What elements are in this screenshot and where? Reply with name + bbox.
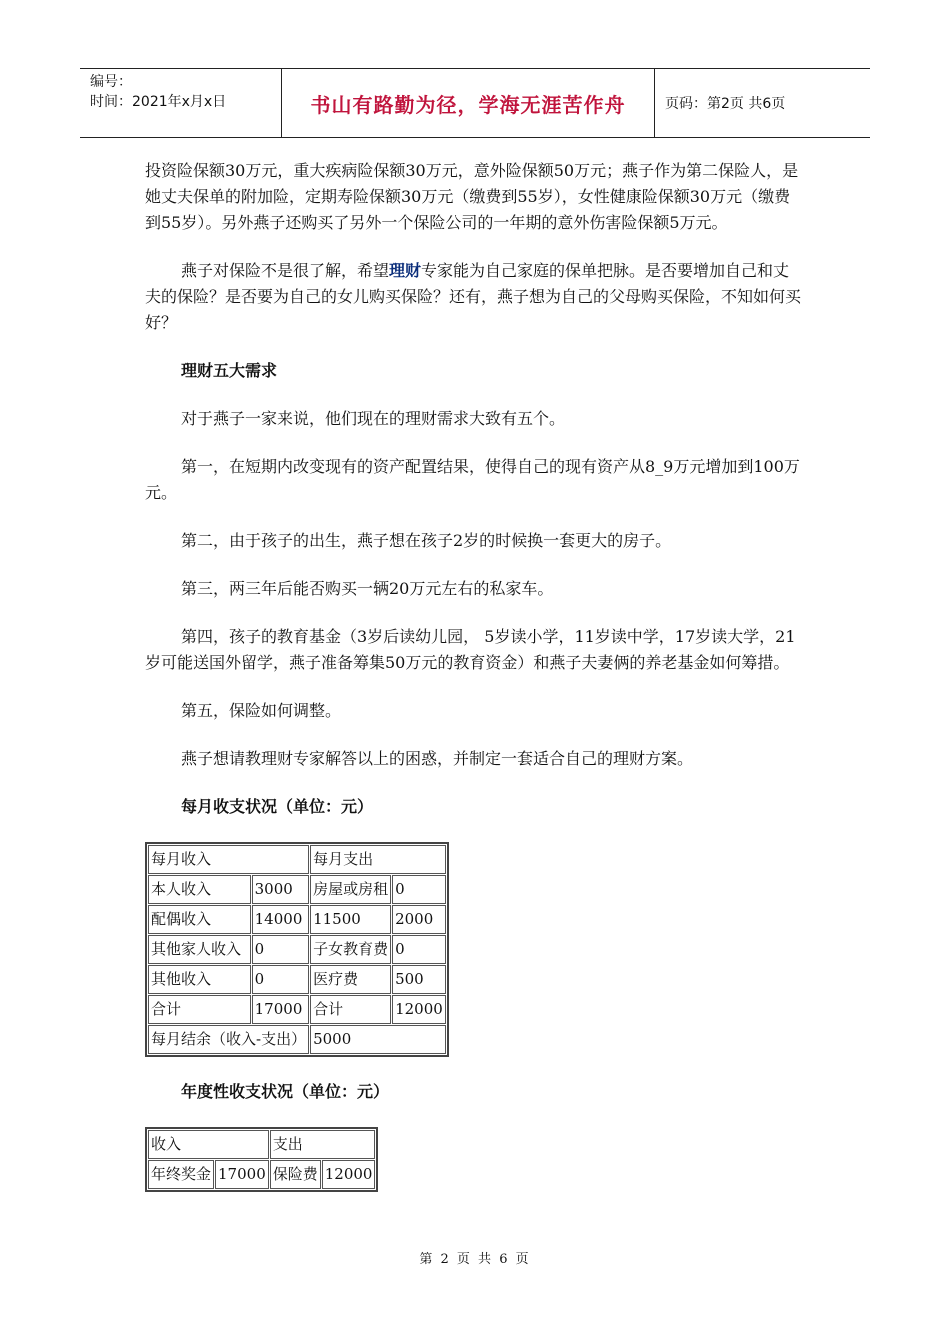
header-page-info: 页码：第2页 共6页 xyxy=(665,96,786,112)
header-meta xyxy=(80,69,282,137)
table-cell: 0 xyxy=(252,965,309,994)
table-cell: 医疗费 xyxy=(310,965,391,994)
table-cell: 保险费 xyxy=(270,1160,321,1189)
table-cell: 房屋或房租 xyxy=(310,875,391,904)
table-cell: 11500 xyxy=(310,905,391,934)
table-cell: 0 xyxy=(252,935,309,964)
paragraph-need-4: 第四，孩子的教育基金（3岁后读幼儿园， 5岁读小学，11岁读中学，17岁读大学，21岁可能送国外留学，燕子准备筹集50万元的教育资金）和燕子夫妻俩的养老基金如何筹措。 xyxy=(145,627,796,672)
paragraph-needs-intro: 对于燕子一家来说，他们现在的理财需求大致有五个。 xyxy=(181,409,566,428)
table-row xyxy=(148,905,446,934)
page-header xyxy=(80,68,870,138)
table-cell: 5000 xyxy=(310,1025,446,1054)
paragraph-text: 燕子对保险不是很了解，希望 xyxy=(181,261,390,280)
table-header-cell: 每月收入 xyxy=(148,845,309,874)
paragraph-insurance-details: 投资险保额30万元，重大疾病险保额30万元，意外险保额50万元；燕子作为第二保险人，是她丈夫保单的附加险，定期寿险保额30万元（缴费到55岁），女性健康险保额30万元（缴费到55岁）。另外燕子还购买了另外一个保险公司的一年期的意外伤害险保额5万元。 xyxy=(145,161,799,232)
paragraph-need-3: 第三，两三年后能否购买一辆20万元左右的私家车。 xyxy=(181,579,554,598)
table-header-row xyxy=(148,1130,375,1159)
table-row xyxy=(148,935,446,964)
table-header-cell: 每月支出 xyxy=(310,845,446,874)
table-cell: 其他家人收入 xyxy=(148,935,251,964)
document-date-label: 时间：2021年x月x日 xyxy=(90,94,227,110)
table-cell: 0 xyxy=(392,935,446,964)
table-cell: 子女教育费 xyxy=(310,935,391,964)
table-header-cell: 收入 xyxy=(148,1130,269,1159)
table-cell: 年终奖金 xyxy=(148,1160,214,1189)
section-heading-monthly: 每月收支状况（单位：元） xyxy=(181,797,374,816)
table-cell: 合计 xyxy=(310,995,391,1024)
table-row xyxy=(148,965,446,994)
table-header-row xyxy=(148,845,446,874)
table-header-cell: 支出 xyxy=(270,1130,376,1159)
document-number-label: 编号： xyxy=(90,74,132,90)
table-row xyxy=(148,995,446,1024)
monthly-budget-table xyxy=(145,842,449,1057)
paragraph-need-2: 第二，由于孩子的出生，燕子想在孩子2岁的时候换一套更大的房子。 xyxy=(181,531,672,550)
table-cell: 配偶收入 xyxy=(148,905,251,934)
document-body xyxy=(145,158,805,1214)
table-cell: 12000 xyxy=(392,995,446,1024)
paragraph-request: 燕子想请教理财专家解答以上的困惑，并制定一套适合自己的理财方案。 xyxy=(181,749,694,768)
header-motto: 书山有路勤为径，学海无涯苦作舟 xyxy=(282,69,655,137)
table-cell: 3000 xyxy=(252,875,309,904)
table-cell: 其他收入 xyxy=(148,965,251,994)
paragraph-text: 专家能为自己家庭的保单把脉。是否要增加自己和丈夫的保险？是否要为自己的女儿购买保险？还有，燕子想为自己的父母购买保险，不知如何买好？ xyxy=(145,261,802,332)
table-cell: 2000 xyxy=(392,905,446,934)
finance-keyword-link[interactable]: 理财 xyxy=(389,261,422,280)
table-row xyxy=(148,1160,375,1189)
table-cell: 14000 xyxy=(252,905,309,934)
table-cell: 17000 xyxy=(215,1160,269,1189)
table-cell: 17000 xyxy=(252,995,309,1024)
table-cell: 0 xyxy=(392,875,446,904)
annual-budget-table xyxy=(145,1127,378,1192)
section-heading-five-needs: 理财五大需求 xyxy=(181,361,278,380)
table-cell: 500 xyxy=(392,965,446,994)
page-footer: 第 2 页 共 6 页 xyxy=(419,1252,531,1267)
table-row xyxy=(148,1025,446,1054)
paragraph-need-1: 第一，在短期内改变现有的资产配置结果，使得自己的现有资产从8_9万元增加到100万元。 xyxy=(145,457,800,502)
paragraph-insurance-question xyxy=(145,258,805,336)
table-row xyxy=(148,875,446,904)
table-cell: 12000 xyxy=(322,1160,376,1189)
section-heading-annual: 年度性收支状况（单位：元） xyxy=(181,1082,390,1101)
table-cell: 本人收入 xyxy=(148,875,251,904)
table-cell: 每月结余（收入-支出） xyxy=(148,1025,309,1054)
table-cell: 合计 xyxy=(148,995,251,1024)
paragraph-need-5: 第五，保险如何调整。 xyxy=(181,701,342,720)
